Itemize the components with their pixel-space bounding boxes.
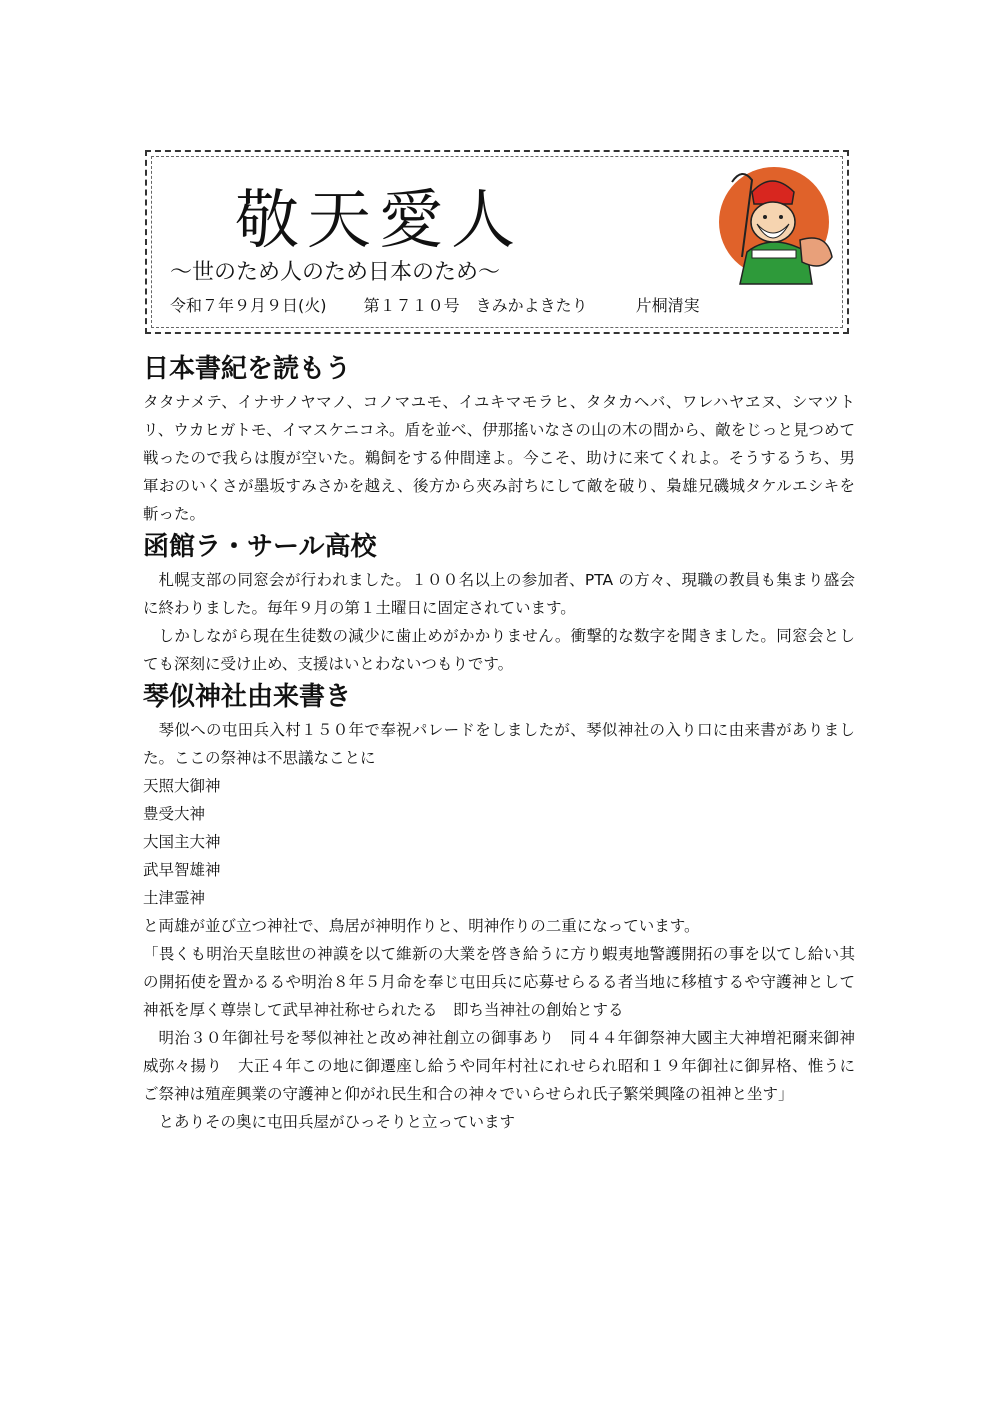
section-heading: 日本書紀を読もう xyxy=(143,354,352,384)
article-body xyxy=(143,350,855,1136)
section-kotoni-shrine xyxy=(143,678,855,1136)
issue-line xyxy=(170,295,700,317)
deity-item: 土津霊神 xyxy=(143,889,206,907)
closing-paragraph: とありその奥に屯田兵屋がひっそりと立っています xyxy=(158,1113,516,1131)
paragraph: と両雄が並び立つ神社で、鳥居が神明作りと、明神作りの二重になっています。 xyxy=(143,917,700,935)
masthead-subtitle: ～世のため人のため日本のため～ xyxy=(170,260,501,285)
quote-paragraph: 明治３０年御社号を琴似神社と改め神社創立の御事あり 同４４年御祭神大國主大神増祀爾来御神威弥々揚り 大正４年この地に御遷座し給うや同年村社にれせられ昭和１９年御社に御昇格、惟うにご祭神は殖産興業の守護神と仰がれ民生和合の神々でいらせられ氏子繁栄興隆の祖神と坐す」 xyxy=(143,1029,855,1103)
masthead-title: 敬天愛人 xyxy=(235,184,523,258)
deity-item: 天照大御神 xyxy=(143,777,221,795)
ebisu-mascot-illustration xyxy=(712,162,842,292)
issue-date: 令和７年９月９日(火) xyxy=(170,296,327,315)
issue-number: 第１７１０号 xyxy=(363,296,460,315)
section-heading: 琴似神社由来書き xyxy=(143,682,352,712)
author-name: 片桐清実 xyxy=(635,296,700,315)
quote-paragraph: 「畏くも明治天皇眩世の神謨を以て維新の大業を啓き給うに方り蝦夷地警護開拓の事を以てし給い其の開拓使を置かるるや明治８年５月命を奉じ屯田兵に応募せらるる者当地に移植するや守護神として神祇を厚く尊崇して武早神社称せられたる 即ち当神社の創始とする xyxy=(143,945,855,1019)
paragraph: 琴似への屯田兵入村１５０年で奉祝パレードをしましたが、琴似神社の入り口に由来書がありました。ここの祭神は不思議なことに xyxy=(143,721,855,767)
section-lasalle xyxy=(143,528,855,678)
section-nihonshoki xyxy=(143,350,855,528)
paragraph: 札幌支部の同窓会が行われました。１００名以上の参加者、PTA の方々、現職の教員も集まり盛会に終わりました。毎年９月の第１土曜日に固定されています。 xyxy=(143,571,855,617)
section-heading: 函館ラ・サール高校 xyxy=(143,532,377,562)
deity-item: 武早智雄神 xyxy=(143,861,221,879)
paragraph: しかしながら現在生徒数の減少に歯止めがかかりません。衝撃的な数字を聞きました。同窓会としても深刻に受け止め、支援はいとわないつもりです。 xyxy=(143,627,855,673)
paragraph: タタナメテ、イナサノヤマノ、コノマユモ、イユキマモラヒ、タタカヘバ、ワレハヤヱヌ、シマツトリ、ウカヒガトモ、イマスケニコネ。盾を並べ、伊那搖いなさの山の木の間から、敵をじっと見つめて戦ったので我らは腹が空いた。鵜飼をする仲間達よ。今こそ、助けに来てくれよ。そうするうち、男軍おのいくさが墨坂すみさかを越え、後方から夾み討ちにして敵を破り、梟雄兄磯城タケルエシキを斬った。 xyxy=(143,393,855,523)
column-name: きみかよきたり xyxy=(475,296,588,315)
deity-item: 豊受大神 xyxy=(143,805,206,823)
deity-item: 大国主大神 xyxy=(143,833,221,851)
